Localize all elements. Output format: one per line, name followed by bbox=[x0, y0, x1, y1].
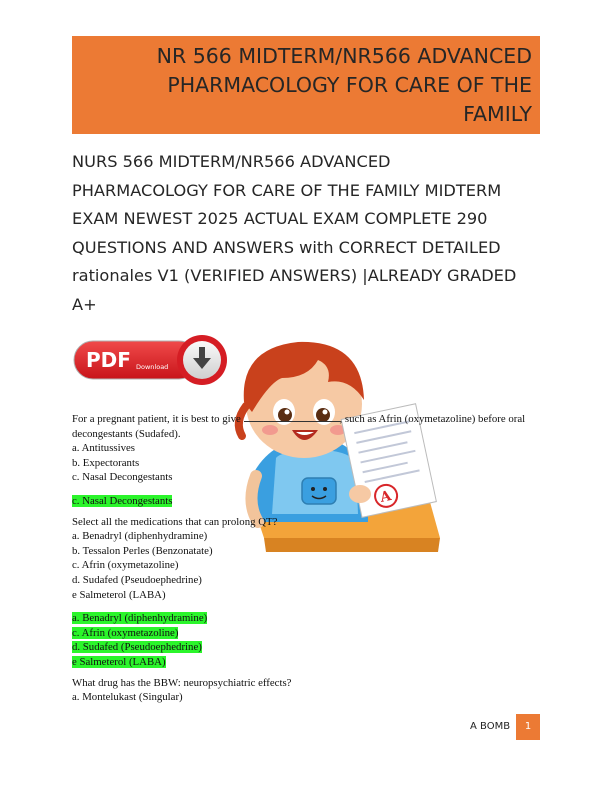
subtitle-line: NURS 566 MIDTERM/NR566 ADVANCED bbox=[72, 152, 391, 171]
question-stem: What drug has the BBW: neuropsychiatric effects? bbox=[72, 676, 292, 689]
correct-answer: c. Nasal Decongestants bbox=[72, 494, 173, 507]
footer-author: A BOMB bbox=[470, 721, 511, 732]
question-stem: For a pregnant patient, it is best to give , such as Afrin (oxymetazoline) before oral bbox=[72, 413, 526, 425]
banner-title-line: NR 566 MIDTERM/NR566 ADVANCED bbox=[156, 44, 532, 68]
question-content bbox=[72, 412, 542, 705]
option: d. Sudafed (Pseudoephedrine) bbox=[72, 573, 202, 586]
subtitle-line: EXAM NEWEST 2025 ACTUAL EXAM COMPLETE 290 bbox=[72, 209, 488, 228]
subtitle-line: A+ bbox=[72, 294, 97, 314]
question-stem-continued: decongestants (Sudafed). bbox=[72, 427, 181, 440]
grade-mark: A bbox=[378, 488, 393, 506]
option: a. Antitussives bbox=[72, 442, 135, 455]
option: b. Expectorants bbox=[72, 456, 140, 469]
document-subtitle bbox=[72, 148, 542, 319]
option: a. Benadryl (diphenhydramine) bbox=[72, 530, 208, 543]
answer-blank bbox=[244, 412, 340, 422]
subtitle-line: rationales V1 (VERIFIED ANSWERS) |ALREADY GRADED bbox=[72, 266, 517, 285]
subtitle-line: PHARMACOLOGY FOR CARE OF THE FAMILY MIDTERM bbox=[72, 180, 502, 200]
correct-answer: c. Afrin (oxymetazoline) bbox=[72, 626, 179, 639]
banner-title-line: PHARMACOLOGY FOR CARE OF THE bbox=[167, 73, 532, 97]
pdf-label: PDF bbox=[86, 348, 131, 372]
question-stem: Select all the medications that can prolong QT? bbox=[72, 515, 278, 528]
correct-answer: a. Benadryl (diphenhydramine) bbox=[72, 612, 208, 625]
option: c. Afrin (oxymetazoline) bbox=[72, 559, 179, 572]
title-banner bbox=[72, 36, 540, 134]
option: b. Tessalon Perles (Benzonatate) bbox=[72, 544, 213, 557]
option: c. Nasal Decongestants bbox=[72, 471, 173, 484]
subtitle-line: QUESTIONS AND ANSWERS with CORRECT DETAILED bbox=[72, 237, 501, 257]
correct-answer: e Salmeterol (LABA) bbox=[72, 655, 166, 668]
pdf-download-badge[interactable] bbox=[72, 333, 230, 387]
option: a. Montelukast (Singular) bbox=[72, 691, 183, 704]
pdf-sublabel: Download bbox=[136, 363, 169, 371]
option: e Salmeterol (LABA) bbox=[72, 588, 166, 601]
correct-answer: d. Sudafed (Pseudoephedrine) bbox=[72, 641, 202, 654]
page-number: 1 bbox=[516, 714, 540, 740]
banner-title-line: FAMILY bbox=[463, 102, 532, 126]
